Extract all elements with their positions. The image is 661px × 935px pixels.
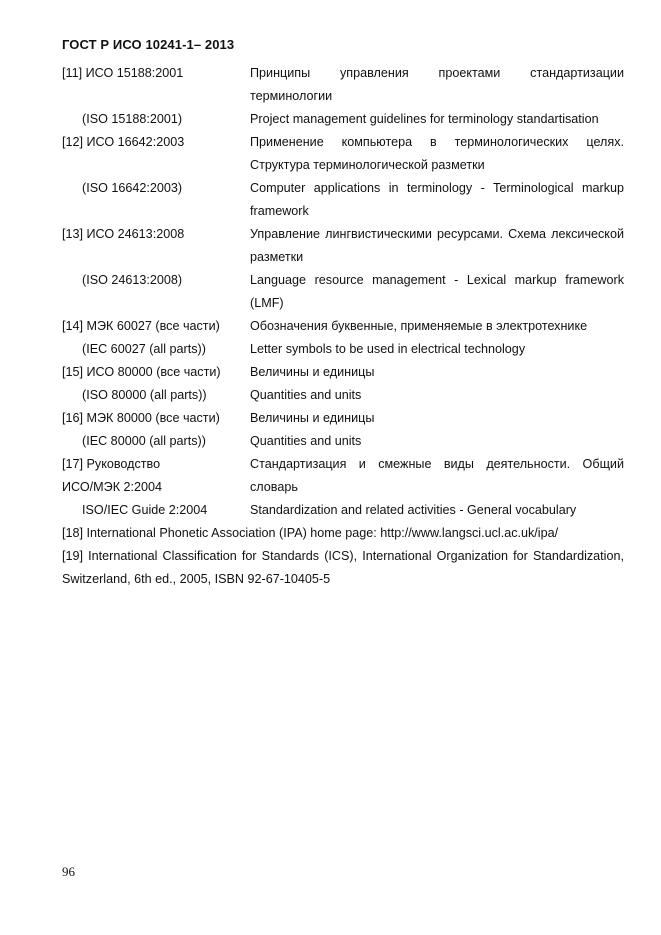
reference-title: Применение компьютера в терминологических целях. Структура терминологической разметки xyxy=(250,135,624,172)
reference-designation: [16] МЭК 80000 (все части) xyxy=(62,411,220,425)
reference-designation: (ISO 80000 (all parts)) xyxy=(82,388,207,402)
reference-designation: (ISO 15188:2001) xyxy=(82,112,183,126)
reference-designation: [11] ИСО 15188:2001 xyxy=(62,66,184,80)
reference-entry xyxy=(62,338,624,361)
reference-designation-line: ИСО/МЭК 2:2004 xyxy=(62,480,163,494)
reference-designation xyxy=(62,453,250,499)
reference-title: Стандартизация и смежные виды деятельности. Общий словарь xyxy=(250,457,624,494)
reference-entry xyxy=(62,223,624,269)
reference-designation: ISO/IEC Guide 2:2004 xyxy=(82,503,208,517)
reference-entry xyxy=(62,131,624,177)
reference-entry xyxy=(62,430,624,453)
reference-designation: (IEC 60027 (all parts)) xyxy=(82,342,206,356)
page-number: 96 xyxy=(62,864,75,879)
reference-designation: (ISO 24613:2008) xyxy=(82,273,183,287)
reference-entry xyxy=(62,315,624,338)
reference-designation: [13] ИСО 24613:2008 xyxy=(62,227,185,241)
reference-entry xyxy=(62,384,624,407)
reference-designation: [15] ИСО 80000 (все части) xyxy=(62,365,221,379)
reference-title: Letter symbols to be used in electrical technology xyxy=(250,342,526,356)
reference-designation-line: [17] Руководство xyxy=(62,457,161,471)
reference-title: Принципы управления проектами стандартизации терминологии xyxy=(250,66,624,103)
reference-entry xyxy=(62,108,624,131)
reference-title: Standardization and related activities - General vocabulary xyxy=(250,503,577,517)
reference-designation: (IEC 80000 (all parts)) xyxy=(82,434,206,448)
reference-entry xyxy=(62,269,624,315)
reference-title: Величины и единицы xyxy=(250,411,375,425)
reference-title: Управление лингвистическими ресурсами. Схема лексической разметки xyxy=(250,227,624,264)
reference-title: Computer applications in terminology - Terminological markup framework xyxy=(250,181,624,218)
reference-title: Language resource management - Lexical markup framework (LMF) xyxy=(250,273,624,310)
reference-designation: (ISO 16642:2003) xyxy=(82,181,183,195)
reference-entry-full: [19] International Classification for Standards (ICS), International Organization for Standardization, Switzerland, 6th ed., 2005, ISBN 92-67-10405-5 xyxy=(62,549,624,586)
reference-entry xyxy=(62,361,624,384)
reference-title: Quantities and units xyxy=(250,388,362,402)
reference-designation: [14] МЭК 60027 (все части) xyxy=(62,319,220,333)
bibliography-list xyxy=(62,62,624,591)
document-header: ГОСТ Р ИСО 10241-1– 2013 xyxy=(62,37,235,52)
reference-entry xyxy=(62,177,624,223)
reference-title: Project management guidelines for terminology standartisation xyxy=(250,112,599,126)
reference-entry xyxy=(62,62,624,108)
reference-title: Quantities and units xyxy=(250,434,362,448)
reference-entry xyxy=(62,407,624,430)
reference-designation: [12] ИСО 16642:2003 xyxy=(62,135,185,149)
reference-entry-full: [18] International Phonetic Association (IPA) home page: http://www.langsci.ucl.ac.uk/ipa/ xyxy=(62,526,559,540)
reference-entry xyxy=(62,499,624,522)
reference-title: Величины и единицы xyxy=(250,365,375,379)
reference-entry xyxy=(62,453,624,499)
reference-title: Обозначения буквенные, применяемые в электротехнике xyxy=(250,319,588,333)
